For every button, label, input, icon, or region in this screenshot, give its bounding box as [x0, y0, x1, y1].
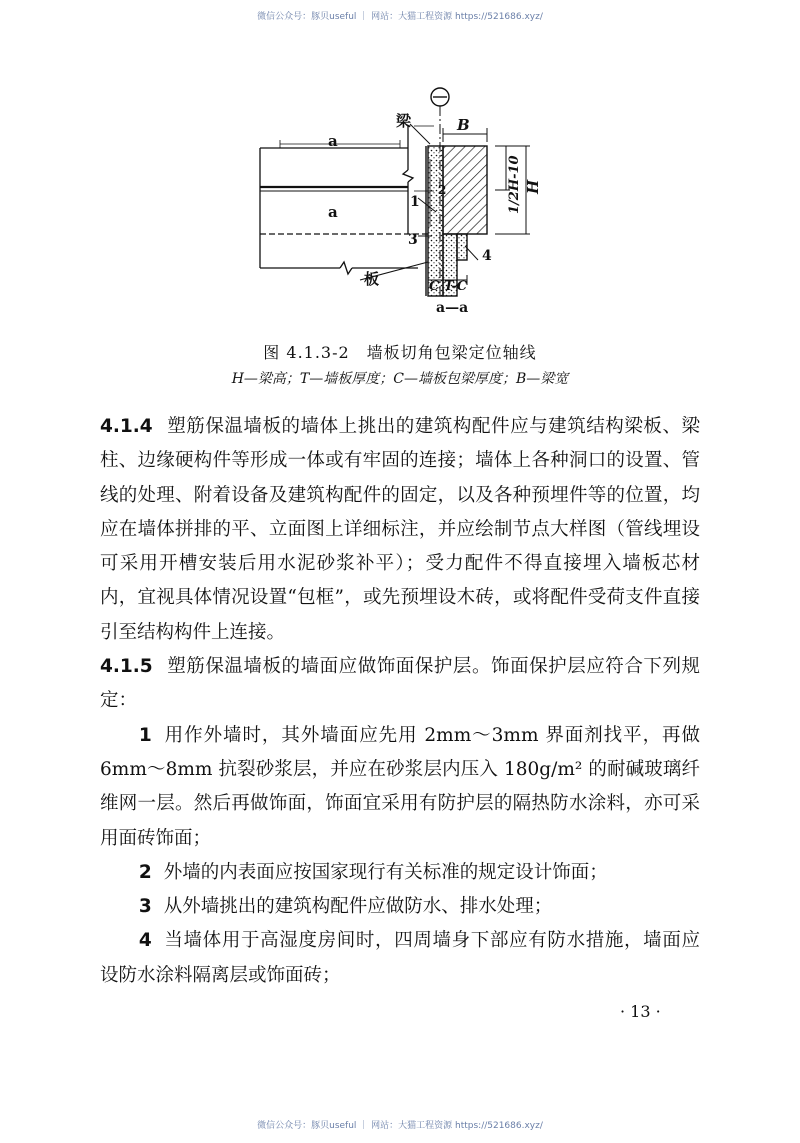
section-diagram	[240, 84, 540, 316]
page-number: · 13 ·	[620, 1002, 661, 1021]
list-item	[100, 890, 700, 924]
item-number: 2	[138, 861, 152, 883]
label-half-h: 1/2H-10	[507, 155, 522, 214]
label-beam: 梁	[396, 112, 412, 130]
item-text: 用作外墙时，其外墙面应先用 2mm～3mm 界面剂找平，再做 6mm～8mm 抗裂砂浆层，并应在砂浆层内压入 180g/m² 的耐碱玻璃纤维网一层。然后再做饰面，饰面宜采用有防护层的隔热防水涂料，亦可采用面砖饰面；	[100, 724, 700, 849]
plan-view	[260, 126, 434, 274]
section-text: 塑筋保温墙板的墙面应做饰面保护层。饰面保护层应符合下列规定：	[100, 656, 700, 712]
list-item	[100, 924, 700, 993]
label-3: 3	[408, 232, 418, 248]
figure-caption: 图 4.1.3-2 墙板切角包梁定位轴线	[263, 343, 537, 362]
section-a-a	[426, 146, 487, 296]
section-number: 4.1.5	[100, 656, 153, 678]
list-item	[100, 856, 700, 890]
section-number: 4.1.4	[100, 416, 153, 437]
label-a-mid: a	[328, 203, 338, 221]
label-1: 1	[410, 194, 420, 210]
section-text: 塑筋保温墙板的墙体上挑出的建筑构配件应与建筑结构梁板、梁柱、边缘硬构件等形成一体或有牢固的连接；墙体上各种洞口的设置、管线的处理、附着设备及建筑构配件的固定，以及各种预埋件等的位置，均应在墙体拼排的平、立面图上详细标注，并应绘制节点大样图（管线埋设可采用开槽安装后用水泥砂浆补平）；受力配件不得直接埋入墙板芯材内，宜视具体情况设置“包框”，或先预埋设木砖，或将配件受荷支件直接引至结构构件上连接。	[100, 416, 700, 643]
section-paragraph	[100, 650, 700, 719]
watermark-bottom: 微信公众号：豚贝useful ｜ 网站：大猫工程资源 https://521686.xyz/	[257, 1121, 543, 1131]
label-section: a—a	[436, 300, 469, 316]
figure-legend: H—梁高；T—墙板厚度；C—墙板包梁厚度；B—梁宽	[231, 371, 569, 387]
label-4: 4	[482, 248, 492, 264]
item-text: 外墙的内表面应按国家现行有关标准的规定设计饰面；	[163, 861, 608, 883]
item-number: 4	[138, 930, 152, 952]
label-ctc: C T-C	[429, 279, 468, 294]
label-board: 板	[364, 270, 380, 288]
body-text	[100, 410, 700, 993]
item-text: 当墙体用于高湿度房间时，四周墙身下部应有防水措施，墙面应设防水涂料隔离层或饰面砖；	[100, 930, 700, 986]
list-item	[100, 719, 700, 856]
section-paragraph	[100, 410, 700, 650]
item-number: 1	[138, 724, 152, 746]
item-text: 从外墙挑出的建筑构配件应做防水、排水处理；	[163, 896, 553, 918]
label-H: H	[524, 179, 542, 194]
item-number: 3	[138, 896, 152, 918]
label-2: 2	[438, 183, 447, 197]
watermark-top: 微信公众号：豚贝useful ｜ 网站：大猫工程资源 https://521686.xyz/	[257, 12, 543, 22]
label-B: B	[457, 116, 470, 134]
label-a-top: a	[328, 132, 338, 150]
